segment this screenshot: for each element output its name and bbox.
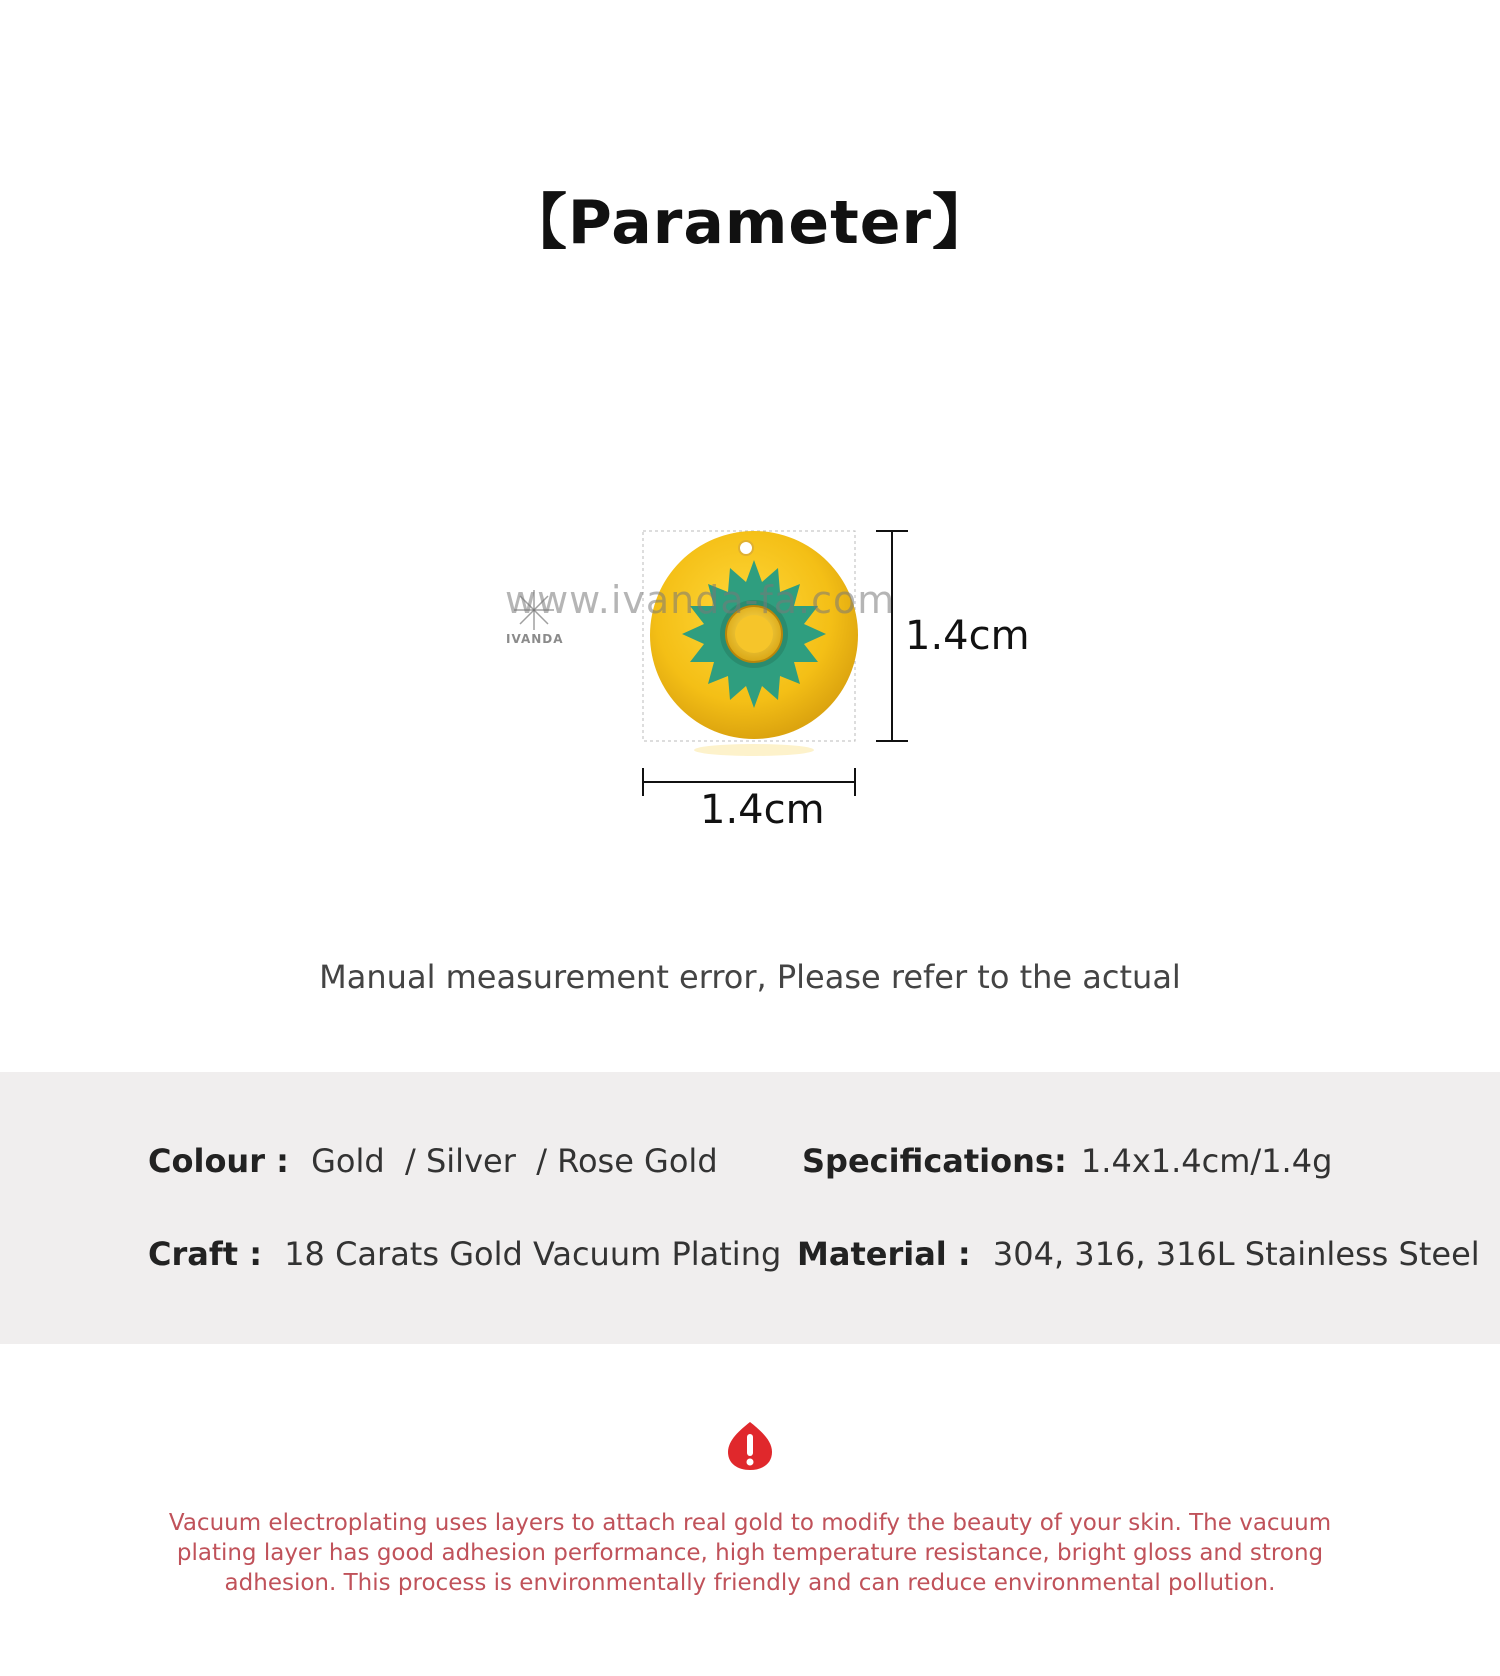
spec-craft-value: 18 Carats Gold Vacuum Plating xyxy=(284,1235,782,1273)
spec-craft xyxy=(148,1235,781,1273)
spec-specifications xyxy=(802,1142,1332,1180)
spec-specifications-key: Specifications: xyxy=(802,1142,1067,1180)
spec-craft-key: Craft : xyxy=(148,1235,263,1273)
spec-material-key: Material : xyxy=(797,1235,971,1273)
spec-colour-value: Gold / Silver / Rose Gold xyxy=(311,1142,718,1180)
height-label: 1.4cm xyxy=(905,613,1030,659)
measurement-note: Manual measurement error, Please refer to the actual xyxy=(319,958,1181,996)
height-dimension-line xyxy=(876,531,908,741)
width-label: 1.4cm xyxy=(700,787,825,833)
spec-material xyxy=(797,1235,1480,1273)
pendant-coin xyxy=(650,531,858,756)
spec-material-value: 304, 316, 316L Stainless Steel xyxy=(992,1235,1480,1273)
watermark-brand: IVANDA xyxy=(506,632,564,646)
spec-colour-key: Colour : xyxy=(148,1142,289,1180)
spec-specifications-value: 1.4x1.4cm/1.4g xyxy=(1080,1142,1333,1180)
page-title: 【Parameter】 xyxy=(506,188,994,258)
plating-warning-text: Vacuum electroplating uses layers to attach real gold to modify the beauty of your skin. The vacuum plating layer has good adhesion performance, high temperature resistance, bright gloss and strong adhesion. This process is environmentally friendly and can reduce environmental pollution. xyxy=(168,1510,1332,1596)
spec-colour xyxy=(148,1142,718,1180)
spec-band xyxy=(0,1072,1500,1344)
exclamation-icon xyxy=(726,1420,774,1472)
watermark-url: www.ivanda-fa.com xyxy=(505,578,896,622)
